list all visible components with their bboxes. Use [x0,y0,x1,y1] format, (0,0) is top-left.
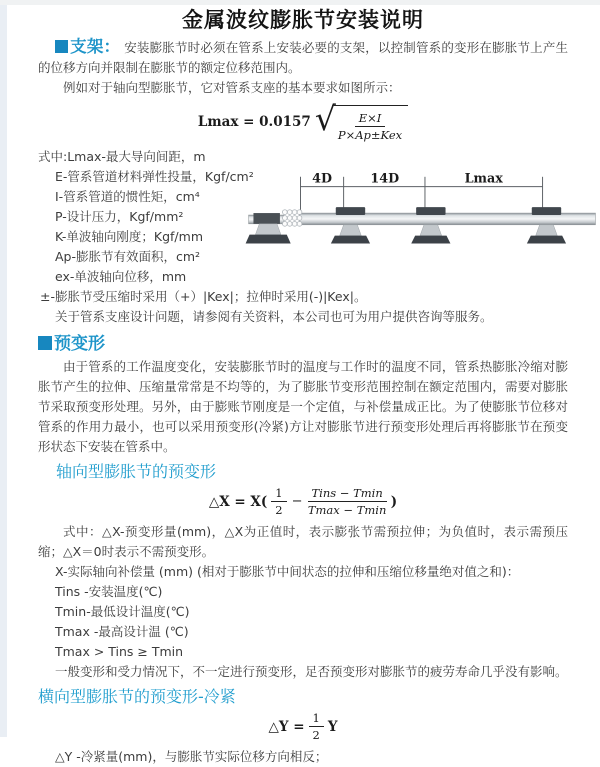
section-square-icon [55,40,68,53]
lmax-numerator: E×I [355,111,386,127]
lateral-explain-line: △Y -冷紧量(mm)，与膨胀节实际位移方向相反； [55,749,328,764]
definition-item: E-管系管道材料弹性投量，Kgf/cm² [55,169,254,184]
lateral-formula-rhs: Y [327,718,338,735]
axial-formula-lhs: △X = X( [208,493,268,510]
axial-formula-rhs: ) [390,493,398,510]
axial-subheading: 轴向型膨胀节的预变形 [56,462,217,481]
axial-item: Tmax -最高设计温 (℃) [55,624,189,639]
lateral-subheading: 横向型膨胀节的预变形-冷紧 [38,687,236,706]
support-section-heading [55,37,120,56]
temperature-fraction: $\frac{\text{Tins − Tmin}}{Tmax - Tmin}$ [307,486,387,517]
dim-label-lmax: Lmax [464,171,503,187]
symbol-definition-list [38,147,254,287]
lateral-formula [38,711,568,742]
dim-label-4d: 4D [312,171,333,187]
square-root [314,99,408,142]
axial-explain-paragraph: 式中：△X-预变形量(mm)，△X为正值时，表示膨张节需预拉伸；为负值时，表示需预压缩；△X＝0时表示不需预变形。 [38,524,568,559]
lateral-formula-lhs: △Y = [268,718,305,735]
axial-formula [38,486,568,517]
one-half-fraction: $\frac{1}{2}$ [309,711,324,742]
lmax-denominator: P×Ap±Kex [337,128,403,142]
definition-item: K-单波轴向刚度；Kgf/mm [55,229,203,244]
definitions-and-diagram [38,147,598,287]
page-title: 金属波纹膨胀节安装说明 [182,8,424,32]
guide-support [331,207,370,243]
definition-item: 式中:Lmax-最大导向间距，m [38,149,206,164]
dim-label-14d: 14D [370,171,400,187]
radical-sign-icon: √ [314,99,336,138]
axial-item: Tmin-最低设计温度(℃) [55,604,190,619]
diagram-container [248,167,598,287]
support-intro-text: 安装膨胀节时必须在管系上安装必要的支架，以控制管系的变形在膨胀节上产生的位移方向并限制在膨胀节的额定位移范围内。 [38,40,569,75]
definition-item: Ap-膨胀节有效面积，cm² [55,249,201,264]
bellows-icon [282,210,301,226]
preform-heading-label: 预变形 [54,334,105,354]
lmax-formula [38,99,568,142]
pipe-support-diagram [248,167,598,265]
axial-item: Tins -安装温度(℃) [55,584,163,599]
support-heading-label: 支架： [70,37,121,56]
support-closing-note: 关于管系支座设计问题，请参阅有关资料，本公司也可为用户提供咨询等服务。 [55,309,493,324]
axial-item: X-实际轴向补偿量 (mm) (相对于膨胀节中间状态的拉伸和压缩位移量绝对值之和)： [55,564,520,579]
preform-section-heading [38,334,568,354]
plus-minus-note: ±-膨胀节受压缩时采用（+）|Kex|；拉伸时采用(-)|Kex|。 [40,289,367,304]
guide-support [527,207,566,243]
definition-item: ex-单波轴向位移，mm [55,269,187,284]
definition-item: I-管系管道的惯性矩，cm⁴ [55,189,200,204]
axial-definition-list [38,562,568,682]
definition-item: P-设计压力，Kgf/mm² [55,209,184,224]
dimension-labels [312,172,503,187]
one-half-fraction: $\frac{1}{2}$ [271,486,286,517]
axial-item: Tmax > Tins ≥ Tmin [55,644,184,659]
guide-support [411,207,450,243]
support-example-line: 例如对于轴向型膨胀节，它对管系支座的基本要求如图所示： [63,80,401,95]
lmax-formula-lhs: Lmax = 0.0157 [197,114,311,130]
minus-operator: − [291,493,303,509]
lmax-fraction [338,111,402,142]
section-square-icon [38,336,52,350]
preform-paragraph: 由于管系的工作温度变化，安装膨胀节时的温度与工作时的温度不同，管系热膨胀冷缩对膨胀节产生的拉伸、压缩量常常是不均等的，为了膨胀节变形范围控制在额定范围内，需要对膨胀节采取预变形处理。另外，由于膨账节刚度是一个定值，与补偿量成正比。为了使膨胀节位移对管系的作用力最小，也可以采用预变形(冷紧)方让对膨胀节进行预变形处理后再将膨胀节在预变形状态下安装在管系中。 [38,359,568,454]
support-intro-paragraph [38,37,568,78]
axial-item: 一般变形和受力情况下，不一定进行预变形，足否预变形对膨胀节的疲劳寿命几乎没有影响。 [55,664,568,679]
